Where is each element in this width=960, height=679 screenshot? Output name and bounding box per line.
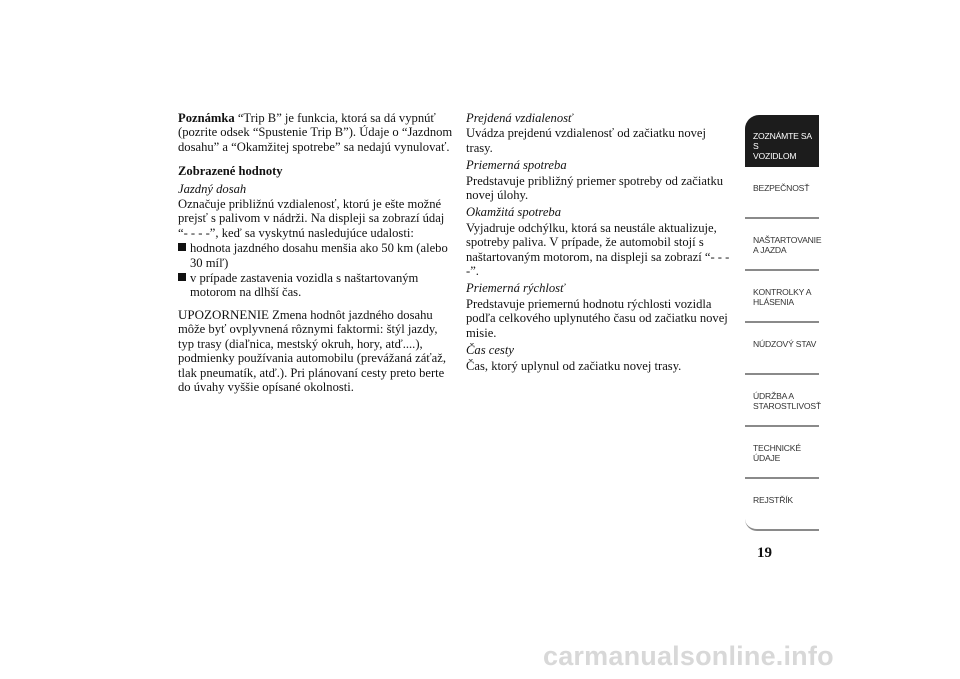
tab-label: ÚDAJE [753,453,781,463]
note-text: “Trip B” je funkcia, ktorá sa dá vypnúť (pozrite odsek “Spustenie Trip B”). Údaje o “Jazdnom dosahu” a “Okamžitej spotrebe” sa nedajú vynulovať. [178,111,453,154]
list-item [178,241,454,270]
tab-label: HLÁSENIA [753,297,794,307]
warning-lead: UPOZORNENIE [178,306,269,322]
avg-speed-description: Predstavuje priemernú hodnotu rýchlosti vozidla podľa celkového uplynutého času od začiatku novej misie. [466,296,728,340]
tab-label: TECHNICKÉ [753,443,801,453]
tab-rejstrik[interactable] [745,479,819,531]
subheading-avg-consumption: Priemerná spotreba [466,158,567,173]
section-heading: Zobrazené hodnoty [178,164,283,179]
subheading-avg-speed: Priemerná rýchlosť [466,281,565,296]
tab-zoznamte-sa[interactable] [745,115,819,167]
tab-nudzovy-stav[interactable] [745,323,819,375]
tab-kontrolky[interactable] [745,271,819,323]
tab-label: ZOZNÁMTE SA S [753,131,812,151]
condition-list [178,241,454,300]
tab-label: BEZPEČNOSŤ [753,183,810,193]
warning-text: Zmena hodnôt jazdného dosahu môže byť ovplyvnená rôznymi faktormi: štýl jazdy, typ trasy (diaľnica, mestský okruh, hory, atď....), podmienky používania automobilu (prevážaná záťaž, tlak pneumatík, atď.). Pri plánovaní cesty preto berte do úvahy vyššie opísané okolnosti. [178,307,446,394]
tab-bezpecnost[interactable] [745,167,819,219]
tab-label: ÚDRŽBA A [753,391,794,401]
tab-nastartovanie[interactable] [745,219,822,271]
watermark: carmanualsonline.info [543,641,834,671]
list-item-text: v prípade zastavenia vozidla s naštartovaným motorom na dlhší čas. [190,271,419,300]
tab-technicke-udaje[interactable] [745,427,819,479]
checkbox-bullet-icon [178,243,186,251]
range-description: Označuje približnú vzdialenosť, ktorú je ešte možné prejsť s palivom v nádrži. Na displeji sa zobrazí údaj “- - - -”, keď sa vyskytnú nasledujúce udalosti: [178,197,445,240]
list-item [178,271,454,300]
list-item-text: hodnota jazdného dosahu menšia ako 50 km (alebo 30 míľ) [190,241,448,270]
warning-paragraph [178,308,454,394]
tab-label: VOZIDLOM [753,151,797,161]
page-number: 19 [757,545,772,561]
travel-time-description: Čas, ktorý uplynul od začiatku novej trasy. [466,358,682,373]
left-column [178,111,454,394]
tab-label: KONTROLKY A [753,287,812,297]
subheading-instant-consumption: Okamžitá spotreba [466,205,562,220]
tab-label: STAROSTLIVOSŤ [753,401,821,411]
instant-consumption-description: Vyjadruje odchýlku, ktorá sa neustále aktualizuje, spotreby paliva. V prípade, že automobil stojí s naštartovaným motorom, na displeji sa zobrazí “- - - -”. [466,220,730,279]
note-lead: Poznámka [178,111,235,125]
checkbox-bullet-icon [178,273,186,281]
tab-udrzba[interactable] [745,375,819,427]
chapter-tabs [745,115,822,531]
right-column [466,111,734,373]
subheading-range: Jazdný dosah [178,181,247,196]
avg-consumption-description: Predstavuje približný priemer spotreby od začiatku novej úlohy. [466,173,724,203]
tab-label: REJSTŘÍK [753,495,793,505]
subheading-distance: Prejdená vzdialenosť [466,111,573,125]
distance-description: Uvádza prejdenú vzdialenosť od začiatku novej trasy. [466,126,707,155]
subheading-travel-time: Čas cesty [466,343,514,358]
tab-label: A JAZDA [753,245,787,255]
tab-label: NAŠTARTOVANIE [753,235,822,245]
tab-label: NÚDZOVÝ STAV [753,339,817,349]
note-paragraph [178,111,454,154]
